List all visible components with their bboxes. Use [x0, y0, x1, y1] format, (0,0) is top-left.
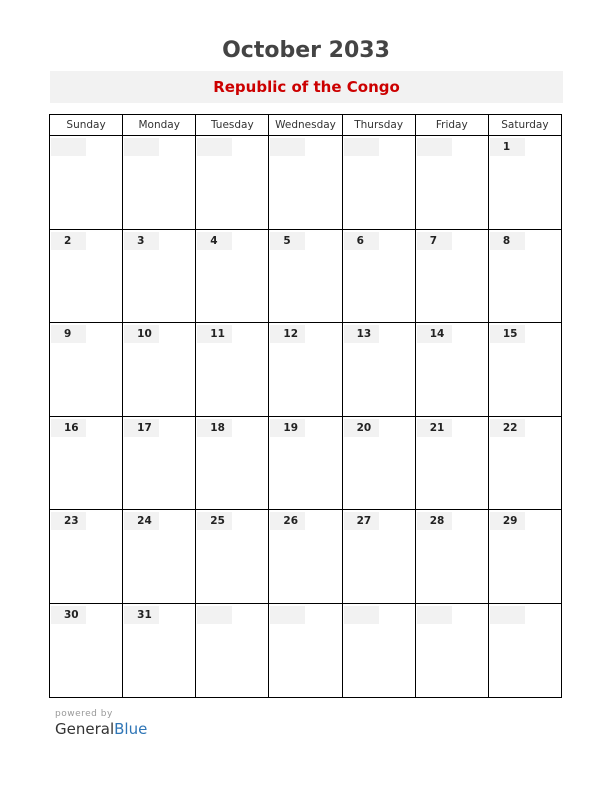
day-cell: [343, 136, 416, 229]
day-number: [417, 138, 452, 156]
day-cell: [196, 230, 269, 323]
week-row: [50, 230, 561, 324]
day-cell: [269, 417, 342, 510]
day-number: [344, 606, 379, 624]
day-cell: [416, 510, 489, 603]
day-number: 13: [344, 325, 379, 343]
day-number: [270, 606, 305, 624]
day-cell: [196, 417, 269, 510]
weeks-container: [50, 136, 561, 697]
day-cell: [196, 510, 269, 603]
day-cell: [416, 604, 489, 698]
brand-blue: Blue: [114, 720, 148, 738]
day-number: [344, 138, 379, 156]
day-cell: [489, 136, 561, 229]
day-number: [417, 606, 452, 624]
day-cell: [50, 136, 123, 229]
day-number: 7: [417, 232, 452, 250]
day-cell: [50, 323, 123, 416]
day-number: 6: [344, 232, 379, 250]
day-number: 9: [51, 325, 86, 343]
day-cell: [269, 136, 342, 229]
day-cell: [269, 323, 342, 416]
day-cell: [123, 417, 196, 510]
week-row: [50, 510, 561, 604]
day-number: 8: [490, 232, 525, 250]
country-name: Republic of the Congo: [213, 78, 400, 96]
country-banner: [50, 71, 563, 103]
powered-by-text: powered by: [55, 709, 113, 719]
day-number: [124, 138, 159, 156]
day-number: 25: [197, 512, 232, 530]
day-cell: [489, 417, 561, 510]
brand-logo: [55, 720, 147, 738]
day-cell: [489, 510, 561, 603]
day-cell: [416, 136, 489, 229]
day-number: 30: [51, 606, 86, 624]
day-cell: [50, 230, 123, 323]
weekday-tuesday: Tuesday: [196, 115, 269, 135]
week-row: [50, 417, 561, 511]
brand-general: General: [55, 720, 115, 738]
day-number: 28: [417, 512, 452, 530]
day-cell: [343, 417, 416, 510]
day-cell: [489, 604, 561, 698]
weekday-monday: Monday: [123, 115, 196, 135]
week-row: [50, 136, 561, 230]
calendar-grid: [49, 114, 562, 698]
weekday-saturday: Saturday: [501, 119, 549, 131]
day-cell: [123, 510, 196, 603]
day-number: 3: [124, 232, 159, 250]
day-number: 15: [490, 325, 525, 343]
day-cell: [123, 323, 196, 416]
weekday-sunday: Sunday: [50, 115, 123, 135]
day-number: 20: [344, 419, 379, 437]
day-cell: [196, 136, 269, 229]
day-cell: [416, 323, 489, 416]
day-cell: [50, 510, 123, 603]
day-number: [197, 138, 232, 156]
day-cell: [343, 510, 416, 603]
day-number: 19: [270, 419, 305, 437]
day-number: 31: [124, 606, 159, 624]
day-cell: [123, 230, 196, 323]
day-number: 17: [124, 419, 159, 437]
day-cell: [196, 323, 269, 416]
page-title: October 2033: [222, 38, 390, 63]
day-cell: [269, 230, 342, 323]
day-cell: [196, 604, 269, 698]
day-cell: [343, 230, 416, 323]
day-cell: [123, 604, 196, 698]
weekday-thursday: Thursday: [343, 115, 416, 135]
week-row: [50, 604, 561, 698]
day-number: 1: [490, 138, 525, 156]
day-cell: [50, 417, 123, 510]
day-number: 18: [197, 419, 232, 437]
day-cell: [123, 136, 196, 229]
day-cell: [269, 510, 342, 603]
day-number: 11: [197, 325, 232, 343]
day-number: 4: [197, 232, 232, 250]
day-cell: [416, 230, 489, 323]
day-number: 22: [490, 419, 525, 437]
day-number: [51, 138, 86, 156]
week-row: [50, 323, 561, 417]
weekday-wednesday: Wednesday: [269, 115, 342, 135]
weekday-header-row: [50, 115, 561, 136]
day-number: 24: [124, 512, 159, 530]
day-cell: [489, 323, 561, 416]
day-number: 12: [270, 325, 305, 343]
day-cell: [489, 230, 561, 323]
day-number: 14: [417, 325, 452, 343]
day-number: [197, 606, 232, 624]
day-number: 21: [417, 419, 452, 437]
day-cell: [343, 604, 416, 698]
footer: [55, 709, 147, 738]
day-cell: [50, 604, 123, 698]
day-cell: [269, 604, 342, 698]
day-number: 2: [51, 232, 86, 250]
day-number: 29: [490, 512, 525, 530]
day-cell: [343, 323, 416, 416]
day-number: [490, 606, 525, 624]
day-number: 27: [344, 512, 379, 530]
day-number: 16: [51, 419, 86, 437]
day-number: 23: [51, 512, 86, 530]
weekday-friday: Friday: [416, 115, 489, 135]
day-cell: [416, 417, 489, 510]
day-number: 5: [270, 232, 305, 250]
day-number: 10: [124, 325, 159, 343]
day-number: 26: [270, 512, 305, 530]
day-number: [270, 138, 305, 156]
